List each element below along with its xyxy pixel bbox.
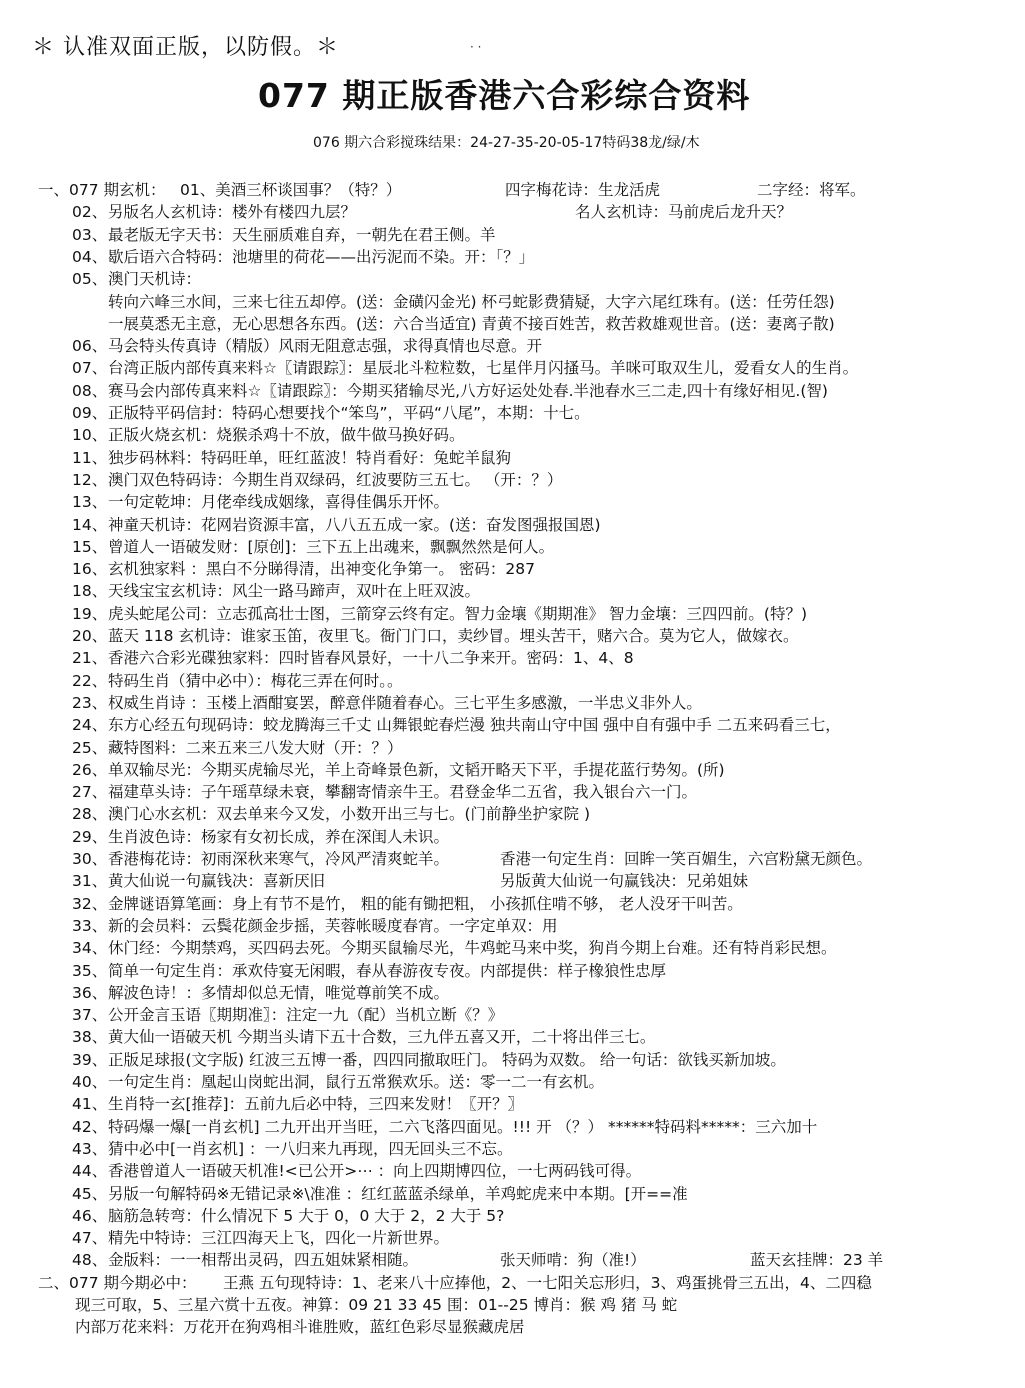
item-text: 蓝天 118 玄机诗：谁家玉笛，夜里飞。衙门门口，卖纱冒。埋头苦干，赌六合。莫为它人，做嫁衣。 xyxy=(108,627,799,645)
item-text: 澳门心水玄机：双去单来今又发，小数开出三与七。(门前静坐护家院 ) xyxy=(108,805,591,824)
item-number: 26、 xyxy=(72,760,108,779)
item-number: 37、 xyxy=(72,1006,108,1025)
item-text-secondary: 另版黄大仙说一句赢钱决：兄弟姐妹 xyxy=(500,872,749,891)
item-number: 19、 xyxy=(72,604,108,623)
item-number: 42、 xyxy=(72,1117,108,1136)
item-number: 23、 xyxy=(72,693,108,712)
item-text: 歇后语六合特码：池塘里的荷花——出污泥而不染。开：「？」 xyxy=(108,247,535,266)
item-text-secondary: 张天师啃：狗（准!） xyxy=(500,1251,646,1270)
item-text: 一句定生肖：凰起山岗蛇出洞，鼠行五常猴欢乐。送：零一二一有玄机。 xyxy=(108,1073,605,1091)
item-text: 香港曾道人一语破天机准!<已公开>⋯ ：向上四期博四位，一七两码钱可得。 xyxy=(108,1162,642,1181)
item-number: 22、 xyxy=(72,671,108,690)
item-number: 15、 xyxy=(72,537,108,556)
item-number: 20、 xyxy=(72,627,108,645)
item-text: 金版料：一一相帮出灵码，四五姐妹紧相随。 xyxy=(108,1251,419,1270)
item-number: 13、 xyxy=(72,493,108,512)
item-number: 18、 xyxy=(72,582,108,601)
item-text: 休门经：今期禁鸡，买四码去死。今期买鼠输尽光，牛鸡蛇马来中奖，狗肖今期上台难。还有特肖彩民想。 xyxy=(108,939,837,958)
item-text: 天线宝宝玄机诗：风尘一路马蹄声，双叶在上旺双波。 xyxy=(108,582,481,601)
item-text: 黄大仙一语破天机 今期当头请下五十合数，三九伴五喜又开，二十将出伴三七。 xyxy=(108,1028,656,1047)
item-number: 10、 xyxy=(72,426,108,445)
item-number: 24、 xyxy=(72,716,108,735)
item-number: 44、 xyxy=(72,1162,108,1181)
item-text: 新的会员料：云鬓花颜金步摇，芙蓉帐暖度春宵。一字定单双：用 xyxy=(108,916,558,935)
item-number: 06、 xyxy=(72,337,108,356)
item-text: 正版足球报(文字版) 红波三五博一番，四四同撤取旺门。 特码为双数。 给一句话：欲钱买新加坡。 xyxy=(108,1050,786,1069)
item-number: 41、 xyxy=(72,1095,108,1114)
item-text: 香港梅花诗：初雨深秋来寒气，冷风严清爽蛇羊。 xyxy=(108,850,450,868)
item-number: 35、 xyxy=(72,961,108,980)
item-number: 04、 xyxy=(72,247,108,266)
item-number: 11、 xyxy=(72,448,108,467)
item-text: 解波色诗！：多情却似总无情，唯觉尊前笑不成。 xyxy=(108,983,450,1002)
item-text: 赛马会内部传真来料☆〖请跟踪〗：今期买猪输尽光,八方好运处处春.半池春水三二走,四十有缘好相见.(智) xyxy=(108,381,828,400)
item-text: 澳门双色特码诗：今期生肖双绿码，红波要防三五七。 （开：？） xyxy=(108,470,563,489)
item-text-tertiary: 蓝天玄挂牌：23 羊 xyxy=(750,1251,884,1270)
item-text: 福建草头诗：子午瑶草绿未衰，攀翻寄情亲牛王。君登金华二五省，我入银台六一门。 xyxy=(108,783,698,802)
item-text: 简单一句定生肖：承欢侍宴无闲暇，春从春游夜专夜。内部提供：样子橡狼性忠厚 xyxy=(108,961,667,980)
item-text: 猜中必中[一肖玄机] ：一八归来九再现，四无回头三不忘。 xyxy=(108,1139,513,1158)
item-text: 特码爆一爆[一肖玄机] 二九开出开当旺，二六飞落四面见。!!! 开 （？） ******特码料*****：三六加十 xyxy=(108,1117,818,1136)
item-text: 香港六合彩光碟独家料：四时皆春风景好，一十八二争来开。密码：1、4、8 xyxy=(108,649,634,668)
item-text: 黄大仙说一句赢钱决：喜新厌旧 xyxy=(108,872,326,891)
item-number: 34、 xyxy=(72,939,108,958)
item-text: 内部万花来料：万花开在狗鸡相斗谁胜败，蓝红色彩尽显猴藏虎居 xyxy=(75,1318,525,1337)
item-text: 生肖波色诗：杨家有女初长成，养在深闺人未识。 xyxy=(108,827,450,846)
item-number: 32、 xyxy=(72,894,108,913)
item-number: 14、 xyxy=(72,515,108,534)
item-number: 43、 xyxy=(72,1139,108,1158)
item-text: 台湾正版内部传真来料☆〖请跟踪〗：星辰北斗粒粒数，七星伴月闪搔马。羊咪可取双生儿，爱看女人的生肖。 xyxy=(108,359,859,378)
item-text: 藏特图料：二来五来三八发大财（开：？） xyxy=(108,738,403,757)
item-number: 46、 xyxy=(72,1206,108,1225)
item-number: 36、 xyxy=(72,983,108,1002)
item-text: 权威生肖诗 ：玉楼上酒酣宴罢，醉意伴随着春心。三七平生多感激，一半忠义非外人。 xyxy=(108,693,702,712)
item-number: 30、 xyxy=(72,850,108,868)
item-text: 另版一句解特码※无错记录※\准准 ：红红蓝蓝杀绿单，羊鸡蛇虎来中本期。[开==准 xyxy=(108,1184,688,1203)
item-number: 12、 xyxy=(72,470,108,489)
item-text: 转向六峰三水间，三来七往五却停。(送：金磺闪金光) 杯弓蛇影费猜疑，大字六尾红珠有。(送：任劳任怨) xyxy=(108,292,835,311)
item-number: 02、 xyxy=(72,203,108,222)
item-number: 一、077 期玄机： xyxy=(38,181,166,199)
item-text: 独步码林料：特码旺单，旺红蓝波！特肖看好：兔蛇羊鼠狗 xyxy=(108,448,512,467)
item-text-secondary: 香港一句定生肖：回眸一笑百媚生，六宫粉黛无颜色。 xyxy=(500,850,873,868)
page-title: 077 期正版香港六合彩综合资料 xyxy=(258,76,751,115)
item-number: 38、 xyxy=(72,1028,108,1047)
previous-result: 076 期六合彩搅珠结果：24-27-35-20-05-17特码38龙/绿/木 xyxy=(313,135,700,151)
decorative-dots: · · xyxy=(470,40,482,54)
item-text: 另版名人玄机诗：楼外有楼四九层？ xyxy=(108,203,357,222)
item-number: 39、 xyxy=(72,1050,108,1069)
item-number: 25、 xyxy=(72,738,108,757)
item-text: 澳门天机诗： xyxy=(108,270,202,289)
item-text: 一展莫悉无主意，无心思想各东西。(送：六合当适宜) 青黄不接百姓苦，救苦救雄观世音。(送：妻离子散) xyxy=(108,314,835,333)
item-number: 47、 xyxy=(72,1229,108,1248)
item-number: 31、 xyxy=(72,872,108,891)
item-text: 单双输尽光：今期买虎输尽光，羊上奇峰景色新，文韬开略天下平，手提花蓝行势匆。(所) xyxy=(108,760,725,779)
item-number: 05、 xyxy=(72,270,108,289)
item-text: 生肖特一玄[推荐]：五前九后必中特，三四来发财！〖开？〗 xyxy=(108,1095,524,1114)
item-text: 正版特平码信封：特码心想要找个“笨鸟”，平码“八尾”，本期：十七。 xyxy=(108,404,590,422)
item-number: 16、 xyxy=(72,560,108,579)
item-text: 马会特头传真诗（精版）风雨无阻意志强，求得真情也尽意。开 xyxy=(108,337,543,356)
item-number: 28、 xyxy=(72,805,108,824)
item-text-secondary: 四字梅花诗：生龙活虎 xyxy=(505,181,661,199)
item-number: 48、 xyxy=(72,1251,108,1270)
item-number: 40、 xyxy=(72,1073,108,1091)
item-number: 03、 xyxy=(72,225,108,244)
item-number: 21、 xyxy=(72,649,108,668)
notice-text: ＊ 认准双面正版，以防假。＊ xyxy=(32,35,339,60)
item-text: 玄机独家料 ：黑白不分睇得清，出神变化争第一。 密码：287 xyxy=(108,560,535,579)
item-number: 二、077 期今期必中： xyxy=(38,1273,197,1292)
item-number: 29、 xyxy=(72,827,108,846)
item-text: 特码生肖（猜中必中）：梅花三弄在何时。。 xyxy=(108,671,403,690)
item-text: 01、美酒三杯谈国事？（特？） xyxy=(180,181,402,199)
item-text-tertiary: 二字经：将军。 xyxy=(757,181,866,199)
item-number: 07、 xyxy=(72,359,108,378)
item-text: 公开金言玉语〖期期准〗：注定一九（配）当机立断《？》 xyxy=(108,1006,504,1025)
item-text: 一句定乾坤：月佬牵线成姻缘，喜得佳偶乐开怀。 xyxy=(108,493,450,512)
item-text: 虎头蛇尾公司：立志孤高壮士图，三箭穿云终有定。智力金壤《期期准》 智力金壤：三四四前。(特？) xyxy=(108,604,808,623)
item-number: 08、 xyxy=(72,381,108,400)
item-text: 金牌谜语算笔画：身上有节不是竹， 粗的能有锄把粗， 小孩抓住啃不够， 老人没牙干叫苦。 xyxy=(108,894,743,913)
item-text: 脑筋急转弯：什么情况下 5 大于 0，0 大于 2，2 大于 5? xyxy=(108,1206,505,1225)
item-number: 33、 xyxy=(72,916,108,935)
item-text: 正版火烧玄机：烧猴杀鸡十不放，做牛做马换好码。 xyxy=(108,426,465,445)
item-number: 27、 xyxy=(72,783,108,802)
item-text: 现三可取，5、三星六赏十五夜。神算：09 21 33 45 围：01--25 博肖：猴 鸡 猪 马 蛇 xyxy=(75,1296,678,1314)
item-text: 精先中特诗：三江四海天上飞，四化一片新世界。 xyxy=(108,1229,450,1248)
item-text-secondary: 名人玄机诗：马前虎后龙升天？ xyxy=(575,203,793,222)
item-text: 神童天机诗：花网岩资源丰富，八八五五成一家。(送：奋发图强报国恩) xyxy=(108,515,601,534)
item-text: 东方心经五句现码诗：蛟龙腾海三千丈 山舞银蛇春烂漫 独共南山守中国 强中自有强中手 二五来码看三七， xyxy=(108,716,841,735)
item-number: 09、 xyxy=(72,404,108,422)
item-text: 最老版无字天书：天生丽质难自弃，一朝先在君王侧。羊 xyxy=(108,225,496,244)
item-text: 曾道人一语破发财：[原创]：三下五上出魂来，飘飘然然是何人。 xyxy=(108,537,555,556)
item-text: 王燕 五句现特诗：1、老来八十应捧他，2、一七阳关忘形归，3、鸡蛋挑骨三五出，4、二四稳 xyxy=(223,1273,872,1292)
item-number: 45、 xyxy=(72,1184,108,1203)
